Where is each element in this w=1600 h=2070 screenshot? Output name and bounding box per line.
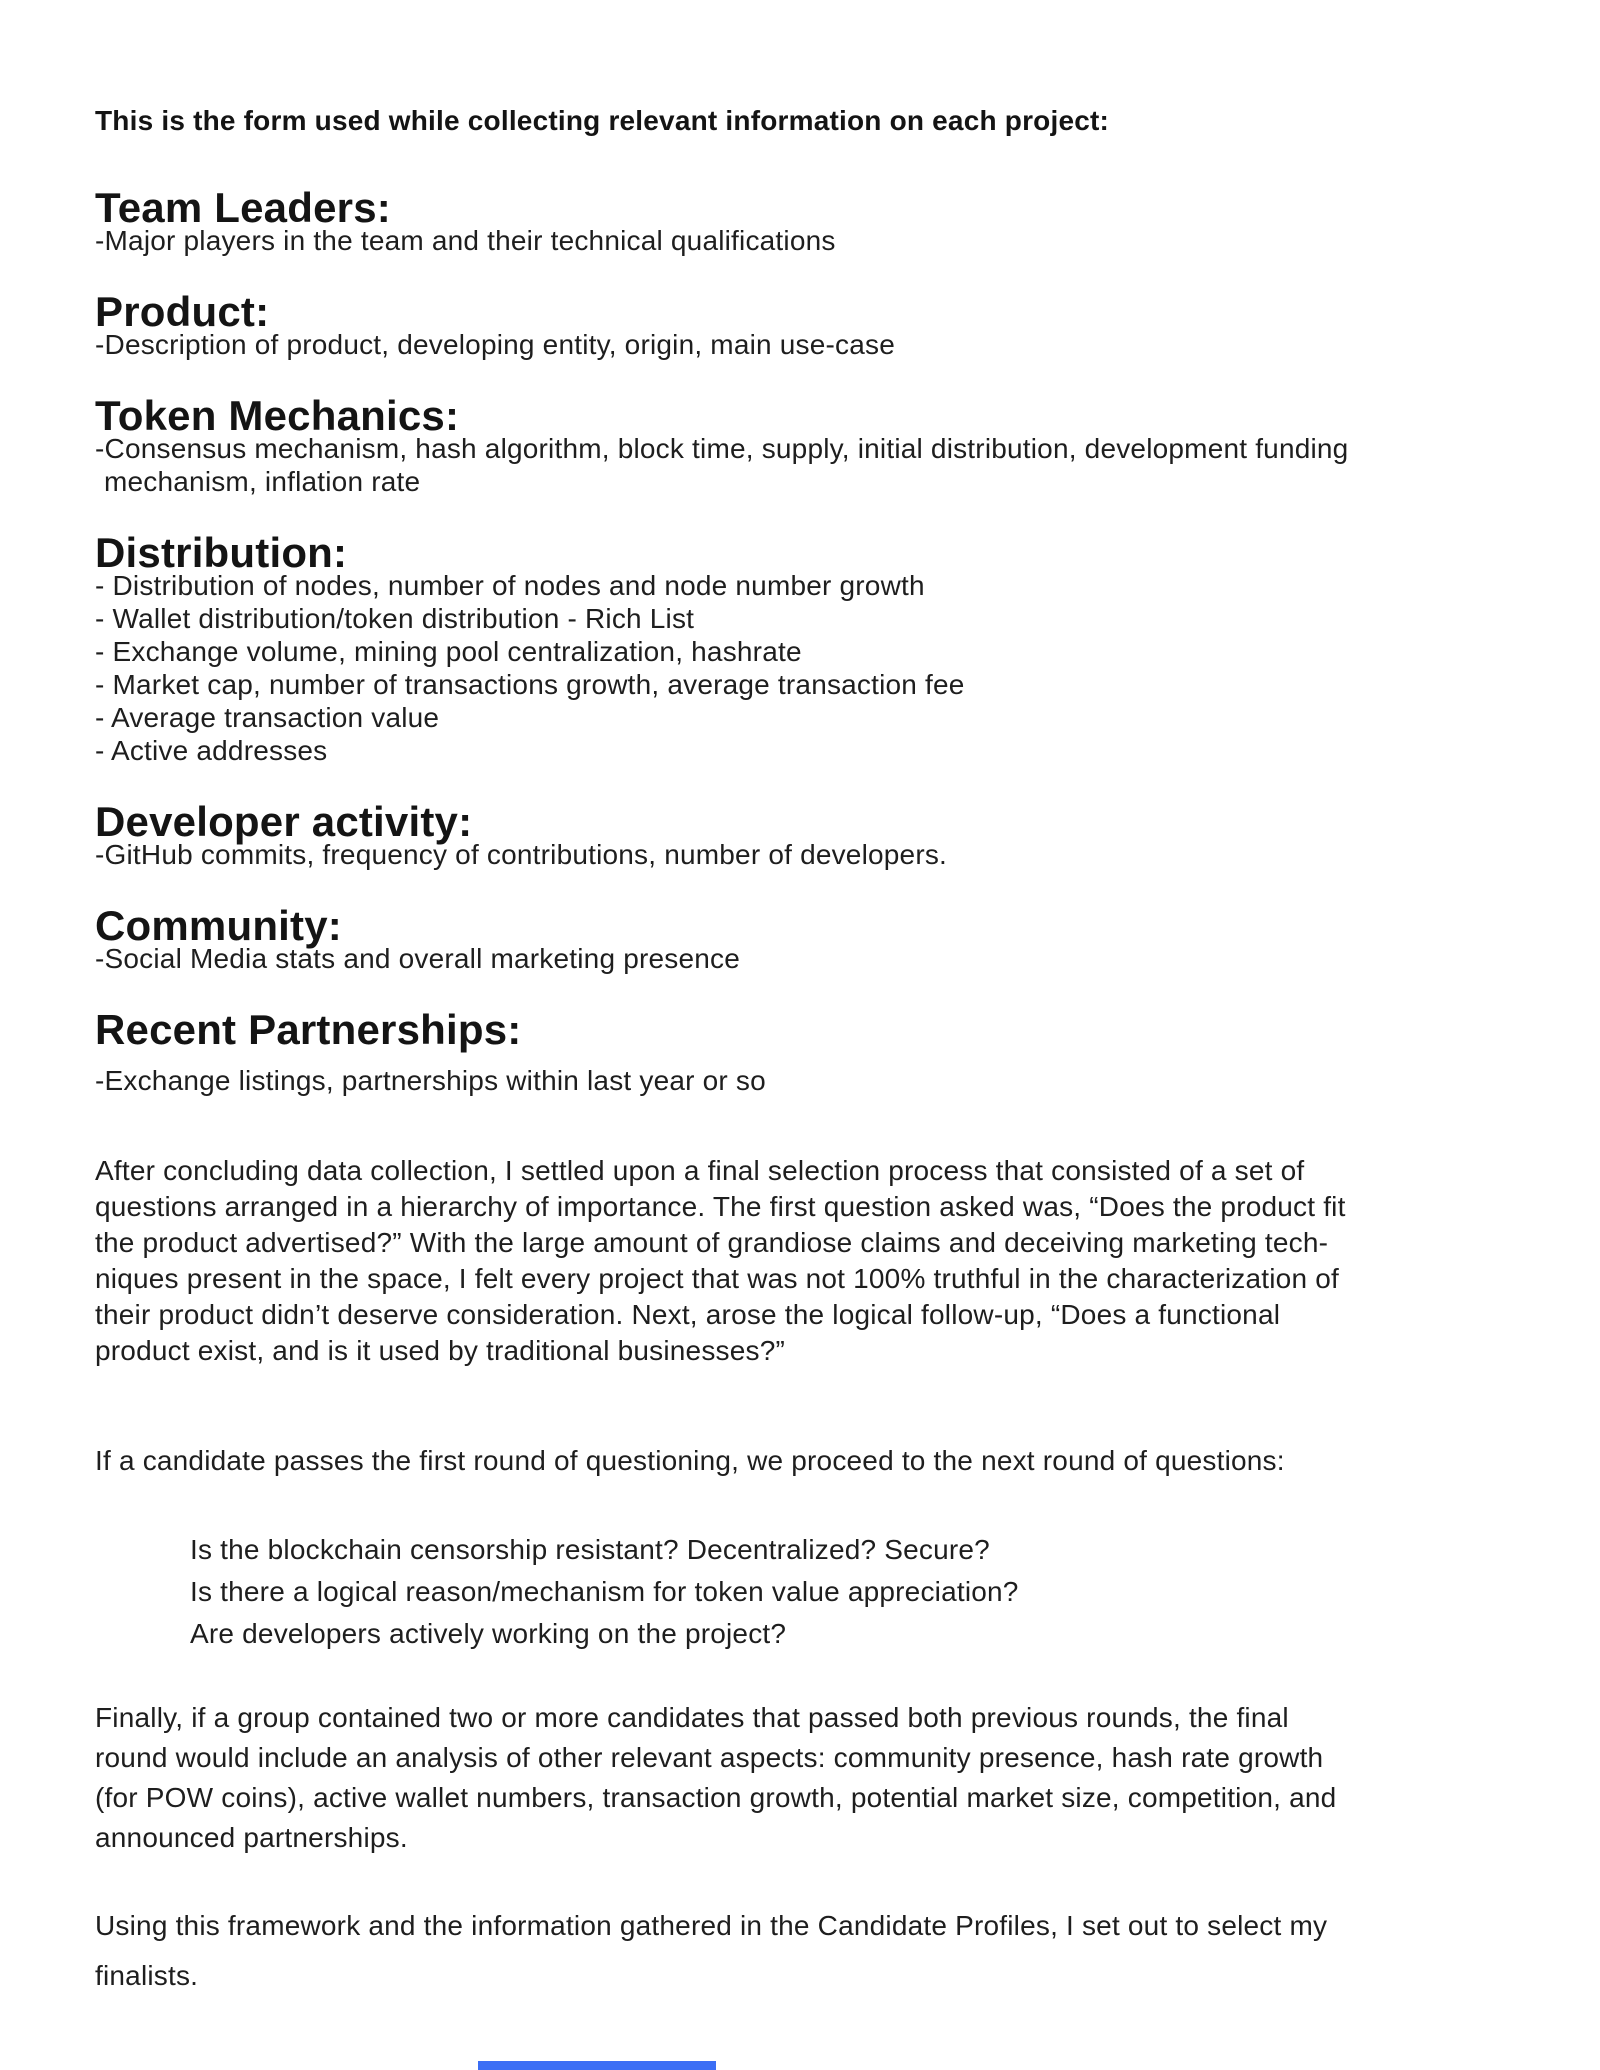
section-heading: Team Leaders: — [95, 184, 391, 231]
section-line: - Active addresses — [95, 735, 328, 766]
section-line: - Market cap, number of transactions growth, average transaction fee — [95, 669, 965, 700]
section-line: - Exchange volume, mining pool centralization, hashrate — [95, 636, 802, 667]
section-distribution — [95, 529, 1495, 767]
section-recent-partnerships — [95, 1006, 1495, 1097]
paragraph-line: announced partnerships. — [95, 1822, 408, 1853]
section-line: -Exchange listings, partnerships within last year or so — [95, 1065, 766, 1096]
section-community — [95, 902, 1495, 975]
section-line: -Major players in the team and their technical qualifications — [95, 225, 836, 256]
section-line: -Social Media stats and overall marketing presence — [95, 943, 740, 974]
intro-line: This is the form used while collecting relevant information on each project: — [95, 105, 1110, 136]
question-line: Is there a logical reason/mechanism for token value appreciation? — [190, 1576, 1019, 1607]
section-line: -GitHub commits, frequency of contributions, number of developers. — [95, 839, 948, 870]
section-heading: Token Mechanics: — [95, 392, 460, 439]
paragraph-line: If a candidate passes the first round of questioning, we proceed to the next round of questions: — [95, 1445, 1285, 1476]
section-line: -Description of product, developing entity, origin, main use-case — [95, 329, 895, 360]
if-candidate-paragraph — [95, 1443, 1495, 1479]
section-heading: Recent Partnerships: — [95, 1006, 522, 1053]
section-heading: Product: — [95, 288, 270, 335]
question-line: Are developers actively working on the project? — [190, 1618, 787, 1649]
question-list — [95, 1529, 1495, 1655]
section-developer-activity — [95, 798, 1495, 871]
paragraph-line: questions arranged in a hierarchy of importance. The first question asked was, “Does the product fit — [95, 1191, 1346, 1222]
section-line: - Average transaction value — [95, 702, 440, 733]
section-line: -Consensus mechanism, hash algorithm, block time, supply, initial distribution, development funding — [95, 433, 1349, 464]
section-line: - Distribution of nodes, number of nodes and node number growth — [95, 570, 925, 601]
paragraph-line: Using this framework and the information gathered in the Candidate Profiles, I set out to select my — [95, 1910, 1328, 1941]
paragraph-line: Finally, if a group contained two or more candidates that passed both previous rounds, the final — [95, 1702, 1289, 1733]
section-line: - Wallet distribution/token distribution - Rich List — [95, 603, 695, 634]
section-product — [95, 288, 1495, 361]
paragraph-line: After concluding data collection, I settled upon a final selection process that consisted of a set of — [95, 1155, 1305, 1186]
section-heading: Community: — [95, 902, 342, 949]
paragraph-line: the product advertised?” With the large amount of grandiose claims and deceiving marketing tech- — [95, 1227, 1329, 1258]
selection-process-paragraph — [95, 1153, 1495, 1369]
paragraph-line: finalists. — [95, 1960, 199, 1991]
paragraph-line: their product didn’t deserve consideration. Next, arose the logical follow-up, “Does a functional — [95, 1299, 1281, 1330]
section-line: mechanism, inflation rate — [104, 466, 421, 497]
section-heading: Distribution: — [95, 529, 348, 576]
question-line: Is the blockchain censorship resistant? Decentralized? Secure? — [190, 1534, 990, 1565]
paragraph-line: (for POW coins), active wallet numbers, transaction growth, potential market size, competition, and — [95, 1782, 1337, 1813]
section-heading: Developer activity: — [95, 798, 473, 845]
framework-paragraph — [95, 1901, 1495, 2001]
paragraph-line: round would include an analysis of other relevant aspects: community presence, hash rate growth — [95, 1742, 1324, 1773]
section-token-mechanics — [95, 392, 1495, 498]
paragraph-line: product exist, and is it used by traditional businesses?” — [95, 1335, 785, 1366]
page-bottom-bar — [478, 2061, 716, 2070]
final-round-paragraph — [95, 1698, 1495, 1858]
section-team-leaders — [95, 184, 1495, 257]
paragraph-line: niques present in the space, I felt every project that was not 100% truthful in the characterization of — [95, 1263, 1339, 1294]
